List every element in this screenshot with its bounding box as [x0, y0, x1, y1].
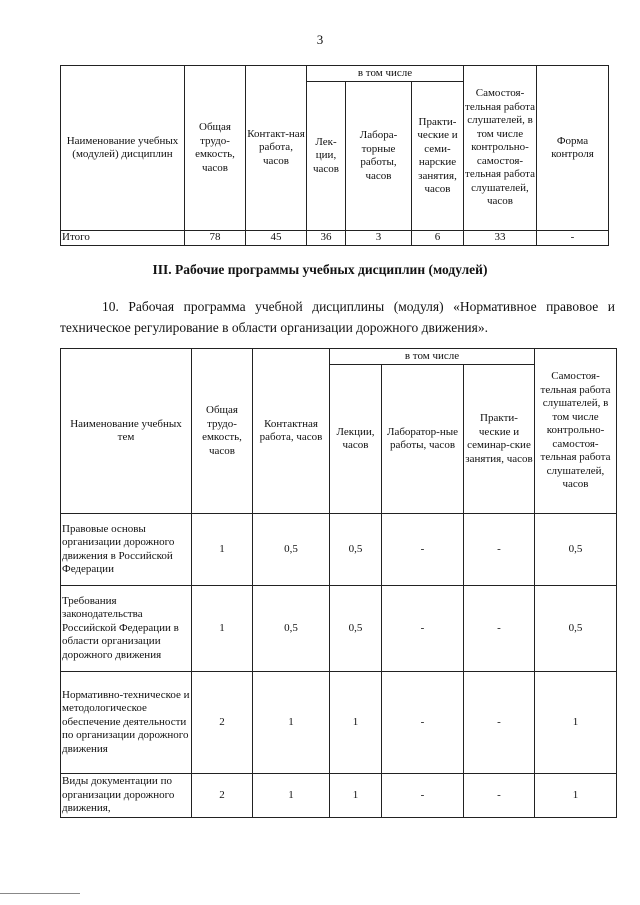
- row-total: 1: [192, 586, 253, 672]
- row-total: 78: [185, 231, 246, 246]
- table-row: [61, 672, 617, 774]
- header-lectures: Лек-ции, часов: [307, 82, 346, 231]
- header-control-form: Форма контроля: [537, 66, 609, 231]
- row-name: Нормативно-техническое и методологическое обеспечение деятельности по организации дорожного движения: [61, 672, 192, 774]
- row-name: Виды документации по организации дорожного движения,: [61, 774, 192, 818]
- header-contact: Контакт-ная работа, часов: [246, 66, 307, 231]
- table-row: [61, 586, 617, 672]
- table-row: [61, 514, 617, 586]
- header-name: Наименование учебных (модулей) дисциплин: [61, 66, 185, 231]
- row-self-study: 33: [464, 231, 537, 246]
- summary-table: [60, 65, 609, 246]
- footer-rule: [0, 893, 80, 894]
- row-labs: -: [382, 774, 464, 818]
- header-lectures: Лекции, часов: [330, 365, 382, 514]
- header-including: в том числе: [307, 66, 464, 82]
- row-self-study: 0,5: [535, 586, 617, 672]
- section-heading: III. Рабочие программы учебных дисциплин (модулей): [152, 262, 488, 277]
- row-contact: 1: [253, 774, 330, 818]
- header-practice: Практи-ческие и семи-нарские занятия, часов: [412, 82, 464, 231]
- page-number: 3: [316, 32, 324, 47]
- topics-table: [60, 348, 617, 818]
- row-lectures: 1: [330, 774, 382, 818]
- row-practice: -: [464, 672, 535, 774]
- header-self-study: Самостоя-тельная работа слушателей, в том числе контрольно-самостоя-тельная работа слушателей, часов: [535, 349, 617, 514]
- row-practice: -: [464, 586, 535, 672]
- row-name: Правовые основы организации дорожного движения в Российской Федерации: [61, 514, 192, 586]
- row-practice: -: [464, 514, 535, 586]
- row-self-study: 1: [535, 672, 617, 774]
- header-total: Общая трудо-емкость, часов: [192, 349, 253, 514]
- row-contact: 1: [253, 672, 330, 774]
- table-row: [61, 774, 617, 818]
- row-lectures: 0,5: [330, 514, 382, 586]
- row-contact: 0,5: [253, 514, 330, 586]
- row-total: 2: [192, 672, 253, 774]
- header-practice: Практи-ческие и семинар-ские занятия, часов: [464, 365, 535, 514]
- header-including: в том числе: [330, 349, 535, 365]
- table-row: [61, 231, 609, 246]
- row-lectures: 1: [330, 672, 382, 774]
- row-control-form: -: [537, 231, 609, 246]
- row-lectures: 36: [307, 231, 346, 246]
- header-total: Общая трудо-емкость, часов: [185, 66, 246, 231]
- row-self-study: 1: [535, 774, 617, 818]
- row-lectures: 0,5: [330, 586, 382, 672]
- row-total: 2: [192, 774, 253, 818]
- row-labs: -: [382, 514, 464, 586]
- row-labs: -: [382, 672, 464, 774]
- header-name: Наименование учебных тем: [61, 349, 192, 514]
- header-labs: Лабора-торные работы, часов: [346, 82, 412, 231]
- row-total: 1: [192, 514, 253, 586]
- row-self-study: 0,5: [535, 514, 617, 586]
- row-name: Итого: [61, 231, 185, 246]
- section-paragraph: 10. Рабочая программа учебной дисциплины (модуля) «Нормативное правовое и техническое регулирование в области организации дорожного движения».: [60, 299, 615, 335]
- row-practice: -: [464, 774, 535, 818]
- row-labs: -: [382, 586, 464, 672]
- row-name: Требования законодательства Российской Федерации в области организации дорожного движения: [61, 586, 192, 672]
- header-labs: Лаборатор-ные работы, часов: [382, 365, 464, 514]
- row-practice: 6: [412, 231, 464, 246]
- header-self-study: Самостоя-тельная работа слушателей, в том числе контрольно-самостоя-тельная работа слушателей, часов: [464, 66, 537, 231]
- row-contact: 0,5: [253, 586, 330, 672]
- row-contact: 45: [246, 231, 307, 246]
- header-contact: Контактная работа, часов: [253, 349, 330, 514]
- row-labs: 3: [346, 231, 412, 246]
